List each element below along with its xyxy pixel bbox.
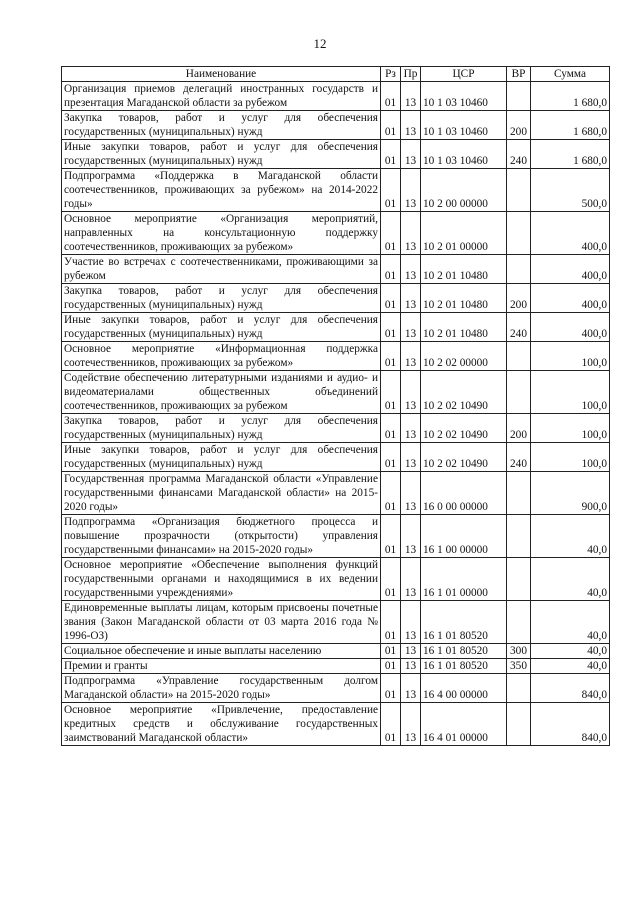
cell-name: Подпрограмма «Организация бюджетного процесса и повышение прозрачности (открытости) управления государственными финансами» на 2015-2020 годы» xyxy=(62,515,381,558)
table-row xyxy=(62,659,610,674)
cell-rz: 01 xyxy=(381,414,401,443)
cell-csr: 16 1 01 80520 xyxy=(421,659,507,674)
table-row xyxy=(62,443,610,472)
cell-vr xyxy=(507,169,531,212)
header-csr: ЦСР xyxy=(421,67,507,82)
cell-pr: 13 xyxy=(401,472,421,515)
cell-csr: 16 1 01 80520 xyxy=(421,644,507,659)
table-row xyxy=(62,414,610,443)
cell-csr: 10 1 03 10460 xyxy=(421,111,507,140)
cell-rz: 01 xyxy=(381,443,401,472)
table-row xyxy=(62,558,610,601)
cell-pr: 13 xyxy=(401,601,421,644)
cell-vr: 300 xyxy=(507,644,531,659)
header-pr: Пр xyxy=(401,67,421,82)
cell-rz: 01 xyxy=(381,169,401,212)
table-row xyxy=(62,703,610,746)
cell-pr: 13 xyxy=(401,212,421,255)
cell-rz: 01 xyxy=(381,601,401,644)
cell-vr: 200 xyxy=(507,414,531,443)
header-name: Наименование xyxy=(62,67,381,82)
cell-name: Государственная программа Магаданской области «Управление государственными финансами Магаданской области» на 2015-2020 годы» xyxy=(62,472,381,515)
cell-rz: 01 xyxy=(381,284,401,313)
cell-vr xyxy=(507,255,531,284)
cell-sum: 400,0 xyxy=(531,313,610,342)
cell-csr: 16 1 01 80520 xyxy=(421,601,507,644)
cell-vr xyxy=(507,674,531,703)
cell-csr: 16 1 00 00000 xyxy=(421,515,507,558)
table-row xyxy=(62,82,610,111)
cell-rz: 01 xyxy=(381,342,401,371)
cell-name: Подпрограмма «Управление государственным долгом Магаданской области» на 2015-2020 годы» xyxy=(62,674,381,703)
cell-vr xyxy=(507,212,531,255)
cell-name: Закупка товаров, работ и услуг для обеспечения государственных (муниципальных) нужд xyxy=(62,414,381,443)
cell-pr: 13 xyxy=(401,443,421,472)
cell-pr: 13 xyxy=(401,284,421,313)
cell-name: Подпрограмма «Поддержка в Магаданской области соотечественников, проживающих за рубежом» на 2014-2022 годы» xyxy=(62,169,381,212)
cell-vr: 200 xyxy=(507,284,531,313)
cell-csr: 10 1 03 10460 xyxy=(421,140,507,169)
cell-name: Основное мероприятие «Привлечение, предоставление кредитных средств и обслуживание государственных заимствований Магаданской области» xyxy=(62,703,381,746)
cell-sum: 100,0 xyxy=(531,443,610,472)
cell-vr xyxy=(507,558,531,601)
cell-name: Основное мероприятие «Информационная поддержка соотечественников, проживающих за рубежом» xyxy=(62,342,381,371)
cell-sum: 400,0 xyxy=(531,255,610,284)
table-row xyxy=(62,601,610,644)
cell-pr: 13 xyxy=(401,703,421,746)
table-row xyxy=(62,140,610,169)
cell-pr: 13 xyxy=(401,140,421,169)
header-sum: Сумма xyxy=(531,67,610,82)
cell-vr xyxy=(507,601,531,644)
cell-sum: 100,0 xyxy=(531,371,610,414)
header-rz: Рз xyxy=(381,67,401,82)
cell-name: Основное мероприятие «Организация мероприятий, направленных на консультационную поддержку соотечественников, проживающих за рубежом» xyxy=(62,212,381,255)
cell-rz: 01 xyxy=(381,140,401,169)
cell-pr: 13 xyxy=(401,414,421,443)
cell-rz: 01 xyxy=(381,313,401,342)
cell-pr: 13 xyxy=(401,371,421,414)
cell-sum: 840,0 xyxy=(531,703,610,746)
cell-csr: 10 2 02 10490 xyxy=(421,371,507,414)
cell-rz: 01 xyxy=(381,674,401,703)
cell-csr: 10 2 01 00000 xyxy=(421,212,507,255)
table-row xyxy=(62,169,610,212)
cell-name: Содействие обеспечению литературными изданиями и аудио- и видеоматериалами общественных объединений соотечественников, проживающих за рубежом xyxy=(62,371,381,414)
cell-sum: 40,0 xyxy=(531,515,610,558)
cell-sum: 40,0 xyxy=(531,601,610,644)
cell-vr: 240 xyxy=(507,140,531,169)
cell-vr xyxy=(507,82,531,111)
cell-name: Иные закупки товаров, работ и услуг для обеспечения государственных (муниципальных) нужд xyxy=(62,140,381,169)
cell-pr: 13 xyxy=(401,255,421,284)
cell-pr: 13 xyxy=(401,342,421,371)
cell-name: Премии и гранты xyxy=(62,659,381,674)
cell-csr: 10 2 02 10490 xyxy=(421,414,507,443)
cell-rz: 01 xyxy=(381,659,401,674)
cell-sum: 400,0 xyxy=(531,212,610,255)
cell-vr: 240 xyxy=(507,313,531,342)
cell-vr: 240 xyxy=(507,443,531,472)
cell-pr: 13 xyxy=(401,674,421,703)
cell-pr: 13 xyxy=(401,558,421,601)
cell-pr: 13 xyxy=(401,515,421,558)
cell-vr xyxy=(507,371,531,414)
cell-rz: 01 xyxy=(381,82,401,111)
cell-vr: 350 xyxy=(507,659,531,674)
table-row xyxy=(62,674,610,703)
cell-rz: 01 xyxy=(381,371,401,414)
cell-pr: 13 xyxy=(401,659,421,674)
budget-table xyxy=(61,66,610,746)
cell-name: Основное мероприятие «Обеспечение выполнения функций государственными органами и находящимися в их ведении государственными учреждениями» xyxy=(62,558,381,601)
cell-name: Участие во встречах с соотечественниками, проживающими за рубежом xyxy=(62,255,381,284)
cell-vr: 200 xyxy=(507,111,531,140)
table-row xyxy=(62,342,610,371)
table-header-row xyxy=(62,67,610,82)
cell-csr: 16 1 01 00000 xyxy=(421,558,507,601)
table-row xyxy=(62,472,610,515)
cell-name: Иные закупки товаров, работ и услуг для обеспечения государственных (муниципальных) нужд xyxy=(62,313,381,342)
cell-pr: 13 xyxy=(401,313,421,342)
cell-sum: 840,0 xyxy=(531,674,610,703)
cell-vr xyxy=(507,703,531,746)
cell-pr: 13 xyxy=(401,169,421,212)
table-row xyxy=(62,313,610,342)
cell-rz: 01 xyxy=(381,558,401,601)
cell-sum: 1 680,0 xyxy=(531,140,610,169)
cell-vr xyxy=(507,515,531,558)
cell-rz: 01 xyxy=(381,644,401,659)
cell-sum: 500,0 xyxy=(531,169,610,212)
cell-name: Закупка товаров, работ и услуг для обеспечения государственных (муниципальных) нужд xyxy=(62,111,381,140)
cell-rz: 01 xyxy=(381,703,401,746)
cell-pr: 13 xyxy=(401,644,421,659)
cell-name: Иные закупки товаров, работ и услуг для обеспечения государственных (муниципальных) нужд xyxy=(62,443,381,472)
cell-name: Единовременные выплаты лицам, которым присвоены почетные звания (Закон Магаданской области от 03 марта 2016 года № 1996-ОЗ) xyxy=(62,601,381,644)
table-row xyxy=(62,212,610,255)
cell-name: Организация приемов делегаций иностранных государств и презентация Магаданской области за рубежом xyxy=(62,82,381,111)
cell-pr: 13 xyxy=(401,111,421,140)
table-row xyxy=(62,284,610,313)
cell-csr: 16 4 00 00000 xyxy=(421,674,507,703)
table-row xyxy=(62,644,610,659)
cell-csr: 16 4 01 00000 xyxy=(421,703,507,746)
cell-csr: 10 1 03 10460 xyxy=(421,82,507,111)
table-row xyxy=(62,371,610,414)
cell-csr: 10 2 01 10480 xyxy=(421,284,507,313)
cell-sum: 100,0 xyxy=(531,342,610,371)
cell-sum: 40,0 xyxy=(531,644,610,659)
table-row xyxy=(62,515,610,558)
cell-sum: 900,0 xyxy=(531,472,610,515)
cell-vr xyxy=(507,342,531,371)
cell-csr: 10 2 02 00000 xyxy=(421,342,507,371)
table-row xyxy=(62,255,610,284)
cell-name: Закупка товаров, работ и услуг для обеспечения государственных (муниципальных) нужд xyxy=(62,284,381,313)
header-vr: ВР xyxy=(507,67,531,82)
table-row xyxy=(62,111,610,140)
cell-csr: 10 2 01 10480 xyxy=(421,255,507,284)
cell-csr: 10 2 02 10490 xyxy=(421,443,507,472)
page-number: 12 xyxy=(313,36,327,51)
cell-pr: 13 xyxy=(401,82,421,111)
cell-sum: 1 680,0 xyxy=(531,111,610,140)
cell-rz: 01 xyxy=(381,255,401,284)
cell-rz: 01 xyxy=(381,212,401,255)
cell-name: Социальное обеспечение и иные выплаты населению xyxy=(62,644,381,659)
cell-vr xyxy=(507,472,531,515)
cell-rz: 01 xyxy=(381,111,401,140)
cell-sum: 1 680,0 xyxy=(531,82,610,111)
cell-rz: 01 xyxy=(381,472,401,515)
cell-csr: 16 0 00 00000 xyxy=(421,472,507,515)
cell-sum: 100,0 xyxy=(531,414,610,443)
cell-sum: 40,0 xyxy=(531,659,610,674)
cell-sum: 40,0 xyxy=(531,558,610,601)
cell-csr: 10 2 01 10480 xyxy=(421,313,507,342)
cell-rz: 01 xyxy=(381,515,401,558)
cell-sum: 400,0 xyxy=(531,284,610,313)
cell-csr: 10 2 00 00000 xyxy=(421,169,507,212)
